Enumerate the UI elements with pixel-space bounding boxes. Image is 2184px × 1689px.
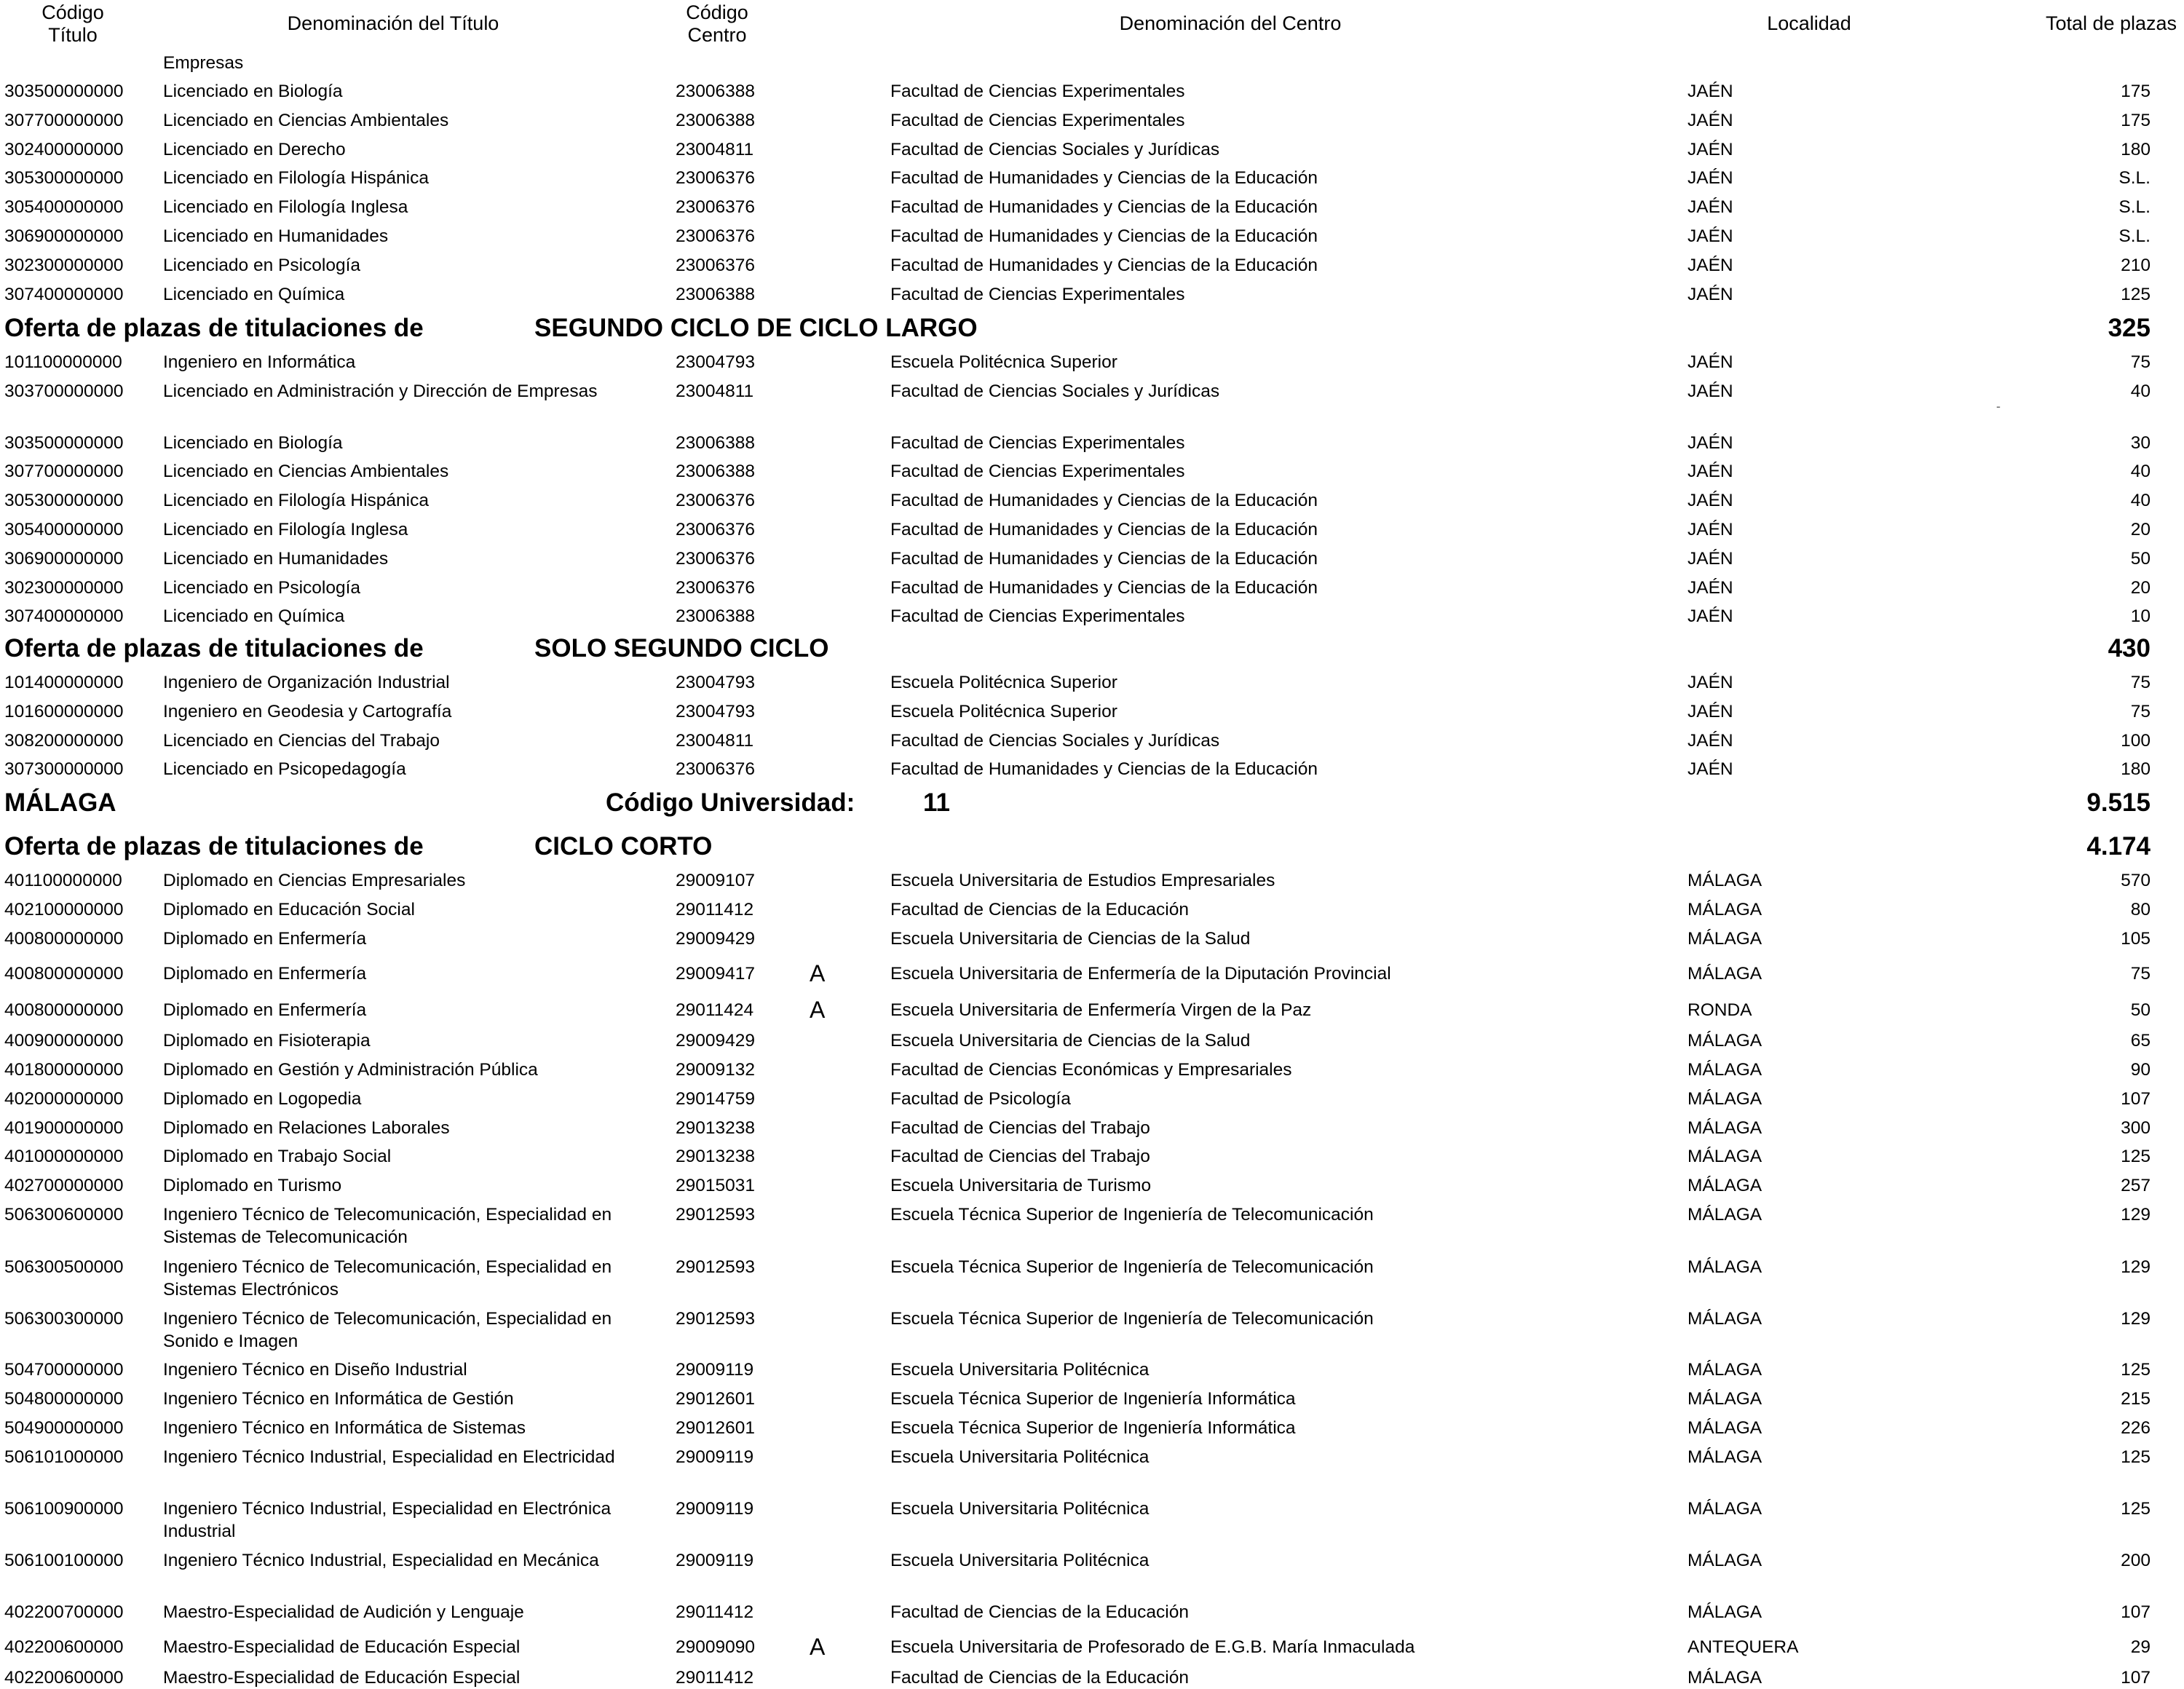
total-plazas-cell: 570 bbox=[2121, 871, 2151, 890]
denominacion-titulo-cell: Diplomado en Enfermería bbox=[163, 964, 367, 984]
codigo-titulo-cell: 101100000000 bbox=[4, 352, 122, 372]
codigo-titulo-cell: 305300000000 bbox=[4, 491, 124, 510]
codigo-centro-cell: 29012593 bbox=[676, 1309, 756, 1329]
localidad-cell: JAÉN bbox=[1688, 168, 1733, 188]
total-plazas-cell: 75 bbox=[2130, 673, 2151, 692]
localidad-cell: JAÉN bbox=[1688, 702, 1733, 721]
total-plazas-cell: 50 bbox=[2130, 549, 2151, 569]
codigo-titulo-cell: 307300000000 bbox=[4, 759, 124, 779]
nota-cell: A bbox=[810, 997, 826, 1023]
total-plazas-cell: 100 bbox=[2121, 731, 2151, 751]
codigo-titulo-cell: 402200700000 bbox=[4, 1602, 124, 1622]
localidad-cell: JAÉN bbox=[1688, 673, 1733, 692]
total-plazas-cell: 75 bbox=[2130, 352, 2151, 372]
denominacion-centro-cell: Facultad de Humanidades y Ciencias de la Educación bbox=[890, 520, 1318, 539]
denominacion-titulo-cell: Maestro-Especialidad de Educación Especial bbox=[163, 1668, 521, 1688]
denominacion-centro-cell: Facultad de Ciencias de la Educación bbox=[890, 1602, 1189, 1622]
denominacion-centro-cell: Facultad de Psicología bbox=[890, 1089, 1071, 1109]
denominacion-titulo-cell: Ingeniero Técnico Industrial, Especialidad en Electrónica Industrial bbox=[163, 1499, 612, 1541]
codigo-titulo-cell: 307400000000 bbox=[4, 606, 124, 626]
denominacion-titulo-cell: Ingeniero en Geodesia y Cartografía bbox=[163, 702, 452, 721]
header-localidad: Localidad bbox=[1767, 12, 1851, 34]
denominacion-centro-cell: Facultad de Ciencias Experimentales bbox=[890, 433, 1185, 453]
denominacion-titulo-cell: Ingeniero Técnico Industrial, Especialidad en Electricidad bbox=[163, 1447, 615, 1467]
denominacion-centro-cell: Facultad de Ciencias Sociales y Jurídicas bbox=[890, 731, 1220, 751]
denominacion-centro-cell: Escuela Universitaria de Estudios Empresariales bbox=[890, 871, 1275, 890]
denominacion-titulo-cell: Licenciado en Ciencias Ambientales bbox=[163, 462, 449, 481]
denominacion-centro-cell: Escuela Politécnica Superior bbox=[890, 702, 1117, 721]
localidad-cell: MÁLAGA bbox=[1688, 900, 1762, 919]
nota-cell: A bbox=[810, 1634, 826, 1660]
total-plazas-cell: 90 bbox=[2130, 1060, 2151, 1080]
total-plazas-cell: 175 bbox=[2121, 82, 2151, 101]
codigo-centro-cell: 23006388 bbox=[676, 606, 756, 626]
localidad-cell: MÁLAGA bbox=[1688, 1089, 1762, 1109]
localidad-cell: MÁLAGA bbox=[1688, 1257, 1762, 1277]
codigo-titulo-cell: 506101000000 bbox=[4, 1447, 124, 1467]
total-plazas-cell: 20 bbox=[2130, 578, 2151, 598]
denominacion-centro-cell: Facultad de Ciencias Experimentales bbox=[890, 462, 1185, 481]
denominacion-centro-cell: Facultad de Ciencias Experimentales bbox=[890, 606, 1185, 626]
codigo-centro-cell: 23004793 bbox=[676, 702, 756, 721]
denominacion-centro-cell: Facultad de Humanidades y Ciencias de la Educación bbox=[890, 226, 1318, 246]
total-plazas-cell: 10 bbox=[2130, 606, 2151, 626]
university-code-label: Código Universidad: bbox=[606, 788, 855, 817]
table-header bbox=[0, 0, 2184, 52]
localidad-cell: MÁLAGA bbox=[1688, 1031, 1762, 1051]
localidad-cell: MÁLAGA bbox=[1688, 1360, 1762, 1380]
localidad-cell: JAÉN bbox=[1688, 352, 1733, 372]
codigo-centro-cell: 29012593 bbox=[676, 1205, 756, 1225]
localidad-cell: MÁLAGA bbox=[1688, 1060, 1762, 1080]
localidad-cell: JAÉN bbox=[1688, 759, 1733, 779]
denominacion-titulo-cell: Licenciado en Filología Hispánica bbox=[163, 168, 429, 188]
header-denominacion-centro: Denominación del Centro bbox=[1119, 12, 1342, 34]
denominacion-centro-cell: Escuela Técnica Superior de Ingeniería Informática bbox=[890, 1389, 1296, 1409]
total-plazas-cell: 226 bbox=[2121, 1418, 2151, 1438]
codigo-centro-cell: 29009107 bbox=[676, 871, 756, 890]
codigo-centro-cell: 29009132 bbox=[676, 1060, 756, 1080]
denominacion-titulo-cell: Licenciado en Humanidades bbox=[163, 549, 389, 569]
localidad-cell: JAÉN bbox=[1688, 433, 1733, 453]
header-codigo-centro: Código Centro bbox=[686, 1, 748, 46]
codigo-titulo-cell: 302300000000 bbox=[4, 256, 124, 275]
denominacion-centro-cell: Escuela Universitaria de Ciencias de la Salud bbox=[890, 929, 1251, 949]
codigo-centro-cell: 29009429 bbox=[676, 929, 756, 949]
denominacion-titulo-cell: Diplomado en Logopedia bbox=[163, 1089, 362, 1109]
codigo-titulo-cell: 504800000000 bbox=[4, 1389, 124, 1409]
codigo-centro-cell: 29009119 bbox=[676, 1551, 754, 1570]
codigo-centro-cell: 23006376 bbox=[676, 491, 756, 510]
university-code: 11 bbox=[923, 788, 950, 817]
total-plazas-cell: 300 bbox=[2121, 1118, 2151, 1138]
localidad-cell: MÁLAGA bbox=[1688, 1602, 1762, 1622]
localidad-cell: MÁLAGA bbox=[1688, 964, 1762, 984]
codigo-centro-cell: 29013238 bbox=[676, 1147, 756, 1166]
codigo-centro-cell: 29011424 bbox=[676, 1000, 754, 1020]
denominacion-titulo-cell: Ingeniero Técnico en Diseño Industrial bbox=[163, 1360, 467, 1380]
codigo-titulo-cell: 302400000000 bbox=[4, 140, 124, 159]
total-plazas-cell: 180 bbox=[2121, 140, 2151, 159]
codigo-centro-cell: 29011412 bbox=[676, 1602, 754, 1622]
codigo-titulo-cell: 307700000000 bbox=[4, 462, 124, 481]
codigo-titulo-cell: 307700000000 bbox=[4, 111, 124, 130]
denominacion-centro-cell: Facultad de Ciencias del Trabajo bbox=[890, 1118, 1150, 1138]
denominacion-centro-cell: Escuela Politécnica Superior bbox=[890, 352, 1117, 372]
codigo-centro-cell: 23006388 bbox=[676, 462, 756, 481]
codigo-titulo-cell: 101400000000 bbox=[4, 673, 124, 692]
localidad-cell: MÁLAGA bbox=[1688, 1668, 1762, 1688]
total-plazas-cell: 75 bbox=[2130, 964, 2151, 984]
localidad-cell: MÁLAGA bbox=[1688, 1499, 1762, 1519]
codigo-titulo-cell: 506300600000 bbox=[4, 1205, 124, 1225]
denominacion-titulo-cell: Licenciado en Psicología bbox=[163, 578, 361, 598]
codigo-titulo-cell: 401000000000 bbox=[4, 1147, 124, 1166]
localidad-cell: MÁLAGA bbox=[1688, 1551, 1762, 1570]
total-plazas-cell: 20 bbox=[2130, 520, 2151, 539]
denominacion-centro-cell: Escuela Técnica Superior de Ingeniería de Telecomunicación bbox=[890, 1257, 1374, 1277]
denominacion-titulo-cell: Diplomado en Enfermería bbox=[163, 929, 367, 949]
denominacion-titulo-cell: Diplomado en Relaciones Laborales bbox=[163, 1118, 450, 1138]
total-plazas-cell: 29 bbox=[2130, 1637, 2151, 1657]
denominacion-centro-cell: Escuela Politécnica Superior bbox=[890, 673, 1117, 692]
codigo-titulo-cell: 402200600000 bbox=[4, 1637, 124, 1657]
localidad-cell: JAÉN bbox=[1688, 549, 1733, 569]
codigo-centro-cell: 29009090 bbox=[676, 1637, 756, 1657]
denominacion-titulo-cell: Diplomado en Gestión y Administración Pública bbox=[163, 1060, 538, 1080]
denominacion-centro-cell: Escuela Universitaria de Profesorado de E.G.B. María Inmaculada bbox=[890, 1637, 1415, 1657]
codigo-titulo-cell: 506300500000 bbox=[4, 1257, 124, 1277]
denominacion-titulo-cell: Licenciado en Filología Hispánica bbox=[163, 491, 429, 510]
codigo-titulo-cell: 305400000000 bbox=[4, 520, 124, 539]
codigo-titulo-cell: 504900000000 bbox=[4, 1418, 124, 1438]
denominacion-titulo-cell: Licenciado en Ciencias del Trabajo bbox=[163, 731, 440, 751]
codigo-centro-cell: 23006376 bbox=[676, 520, 756, 539]
total-plazas-cell: 175 bbox=[2121, 111, 2151, 130]
total-plazas-cell: 125 bbox=[2121, 1499, 2151, 1519]
codigo-centro-cell: 23006388 bbox=[676, 285, 756, 304]
section-label: Oferta de plazas de titulaciones de bbox=[4, 634, 424, 662]
codigo-titulo-cell: 305400000000 bbox=[4, 197, 124, 217]
total-plazas-cell: 107 bbox=[2121, 1668, 2151, 1688]
codigo-centro-cell: 23006388 bbox=[676, 82, 756, 101]
codigo-centro-cell: 23006376 bbox=[676, 197, 756, 217]
total-plazas-cell: 180 bbox=[2121, 759, 2151, 779]
denominacion-centro-cell: Escuela Universitaria Politécnica bbox=[890, 1551, 1150, 1570]
codigo-centro-cell: 29013238 bbox=[676, 1118, 756, 1138]
denominacion-titulo-cell: Ingeniero Técnico en Informática de Gestión bbox=[163, 1389, 514, 1409]
localidad-cell: JAÉN bbox=[1688, 82, 1733, 101]
codigo-titulo-cell: 402200600000 bbox=[4, 1668, 124, 1688]
localidad-cell: JAÉN bbox=[1688, 606, 1733, 626]
denominacion-titulo-cell: Licenciado en Psicopedagogía bbox=[163, 759, 406, 779]
localidad-cell: MÁLAGA bbox=[1688, 871, 1762, 890]
localidad-cell: JAÉN bbox=[1688, 731, 1733, 751]
denominacion-titulo-cell: Diplomado en Educación Social bbox=[163, 900, 415, 919]
denominacion-centro-cell: Facultad de Ciencias de la Educación bbox=[890, 1668, 1189, 1688]
total-plazas-cell: 65 bbox=[2130, 1031, 2151, 1051]
denominacion-centro-cell: Facultad de Ciencias del Trabajo bbox=[890, 1147, 1150, 1166]
denominacion-centro-cell: Escuela Universitaria Politécnica bbox=[890, 1360, 1150, 1380]
denominacion-titulo-cell: Diplomado en Ciencias Empresariales bbox=[163, 871, 466, 890]
codigo-centro-cell: 29012593 bbox=[676, 1257, 756, 1277]
total-plazas-cell: 215 bbox=[2121, 1389, 2151, 1409]
localidad-cell: JAÉN bbox=[1688, 197, 1733, 217]
total-plazas-cell: 210 bbox=[2121, 256, 2151, 275]
localidad-cell: ANTEQUERA bbox=[1688, 1637, 1799, 1657]
codigo-centro-cell: 23006376 bbox=[676, 256, 756, 275]
localidad-cell: JAÉN bbox=[1688, 520, 1733, 539]
codigo-centro-cell: 29014759 bbox=[676, 1089, 756, 1109]
denominacion-titulo-cell: Licenciado en Ciencias Ambientales bbox=[163, 111, 449, 130]
localidad-cell: MÁLAGA bbox=[1688, 1418, 1762, 1438]
denominacion-centro-cell: Facultad de Ciencias de la Educación bbox=[890, 900, 1189, 919]
denominacion-centro-cell: Facultad de Humanidades y Ciencias de la Educación bbox=[890, 578, 1318, 598]
codigo-titulo-cell: 303500000000 bbox=[4, 433, 124, 453]
denominacion-centro-cell: Facultad de Humanidades y Ciencias de la Educación bbox=[890, 256, 1318, 275]
denominacion-titulo-cell: Maestro-Especialidad de Audición y Lenguaje bbox=[163, 1602, 524, 1622]
localidad-cell: JAÉN bbox=[1688, 462, 1733, 481]
codigo-titulo-cell: 400900000000 bbox=[4, 1031, 124, 1051]
codigo-centro-cell: 23004811 bbox=[676, 140, 754, 159]
denominacion-titulo-cell: Maestro-Especialidad de Educación Especial bbox=[163, 1637, 521, 1657]
total-plazas-cell: 50 bbox=[2130, 1000, 2151, 1020]
codigo-titulo-cell: 306900000000 bbox=[4, 549, 124, 569]
denominacion-centro-cell: Escuela Técnica Superior de Ingeniería de Telecomunicación bbox=[890, 1309, 1374, 1329]
codigo-centro-cell: 29009429 bbox=[676, 1031, 756, 1051]
localidad-cell: MÁLAGA bbox=[1688, 929, 1762, 949]
denominacion-centro-cell: Facultad de Humanidades y Ciencias de la Educación bbox=[890, 168, 1318, 188]
total-plazas-cell: S.L. bbox=[2118, 197, 2151, 217]
localidad-cell: JAÉN bbox=[1688, 226, 1733, 246]
total-plazas-cell: 75 bbox=[2130, 702, 2151, 721]
denominacion-titulo-cell: Licenciado en Psicología bbox=[163, 256, 361, 275]
university-total: 9.515 bbox=[2086, 788, 2151, 817]
section-label: Oferta de plazas de titulaciones de bbox=[4, 314, 424, 342]
denominacion-titulo-cell: Diplomado en Enfermería bbox=[163, 1000, 367, 1020]
codigo-titulo-cell: 506100900000 bbox=[4, 1499, 124, 1519]
localidad-cell: JAÉN bbox=[1688, 578, 1733, 598]
codigo-titulo-cell: 506300300000 bbox=[4, 1309, 124, 1329]
denominacion-titulo-cell: Licenciado en Derecho bbox=[163, 140, 346, 159]
total-plazas-cell: 40 bbox=[2130, 491, 2151, 510]
denominacion-titulo-cell: Ingeniero Técnico de Telecomunicación, Especialidad en Sonido e Imagen bbox=[163, 1309, 612, 1351]
denominacion-titulo-cell: Ingeniero Técnico de Telecomunicación, Especialidad en Sistemas de Telecomunicación bbox=[163, 1205, 612, 1247]
total-plazas-cell: 125 bbox=[2121, 285, 2151, 304]
denominacion-titulo-cell: Licenciado en Química bbox=[163, 285, 345, 304]
denominacion-titulo-cell: Licenciado en Administración y Dirección de Empresas bbox=[163, 381, 598, 401]
denominacion-titulo-cell: Diplomado en Trabajo Social bbox=[163, 1147, 392, 1166]
denominacion-centro-cell: Facultad de Humanidades y Ciencias de la Educación bbox=[890, 197, 1318, 217]
codigo-centro-cell: 23004793 bbox=[676, 673, 756, 692]
localidad-cell: JAÉN bbox=[1688, 140, 1733, 159]
section-name: SOLO SEGUNDO CICLO bbox=[534, 634, 829, 662]
codigo-centro-cell: 23006376 bbox=[676, 759, 756, 779]
denominacion-titulo-cell: Licenciado en Biología bbox=[163, 433, 343, 453]
codigo-titulo-cell: 306900000000 bbox=[4, 226, 124, 246]
codigo-titulo-cell: 400800000000 bbox=[4, 964, 124, 984]
codigo-centro-cell: 23006376 bbox=[676, 168, 756, 188]
codigo-centro-cell: 23006388 bbox=[676, 433, 756, 453]
localidad-cell: JAÉN bbox=[1688, 256, 1733, 275]
codigo-titulo-cell: 401800000000 bbox=[4, 1060, 124, 1080]
denominacion-titulo-cell: Diplomado en Fisioterapia bbox=[163, 1031, 371, 1051]
codigo-centro-cell: 23004811 bbox=[676, 731, 754, 751]
codigo-centro-cell: 29009119 bbox=[676, 1447, 754, 1467]
section-label: Oferta de plazas de titulaciones de bbox=[4, 832, 424, 861]
section-total: 4.174 bbox=[2086, 832, 2151, 861]
total-plazas-cell: 200 bbox=[2121, 1551, 2151, 1570]
denominacion-centro-cell: Facultad de Humanidades y Ciencias de la Educación bbox=[890, 759, 1318, 779]
total-plazas-cell: 125 bbox=[2121, 1447, 2151, 1467]
denominacion-centro-cell: Escuela Técnica Superior de Ingeniería Informática bbox=[890, 1418, 1296, 1438]
codigo-centro-cell: 29012601 bbox=[676, 1389, 756, 1409]
codigo-centro-cell: 29009119 bbox=[676, 1360, 754, 1380]
localidad-cell: JAÉN bbox=[1688, 111, 1733, 130]
codigo-titulo-cell: 506100100000 bbox=[4, 1551, 124, 1570]
denominacion-centro-cell: Facultad de Ciencias Sociales y Jurídicas bbox=[890, 381, 1220, 401]
denominacion-titulo-cell: Ingeniero en Informática bbox=[163, 352, 356, 372]
localidad-cell: MÁLAGA bbox=[1688, 1118, 1762, 1138]
total-plazas-cell: S.L. bbox=[2118, 168, 2151, 188]
total-plazas-cell: 125 bbox=[2121, 1147, 2151, 1166]
denominacion-titulo-cell: Licenciado en Humanidades bbox=[163, 226, 389, 246]
localidad-cell: MÁLAGA bbox=[1688, 1205, 1762, 1225]
codigo-titulo-cell: 302300000000 bbox=[4, 578, 124, 598]
denominacion-titulo-cell: Licenciado en Química bbox=[163, 606, 345, 626]
codigo-titulo-cell: 400800000000 bbox=[4, 1000, 124, 1020]
localidad-cell: MÁLAGA bbox=[1688, 1389, 1762, 1409]
denominacion-centro-cell: Facultad de Ciencias Experimentales bbox=[890, 82, 1185, 101]
codigo-titulo-cell: 307400000000 bbox=[4, 285, 124, 304]
denominacion-titulo-cell: Licenciado en Biología bbox=[163, 82, 343, 101]
total-plazas-cell: 80 bbox=[2130, 900, 2151, 919]
total-plazas-cell: 129 bbox=[2121, 1257, 2151, 1277]
university-name: MÁLAGA bbox=[4, 788, 116, 817]
codigo-titulo-cell: 305300000000 bbox=[4, 168, 124, 188]
header-denominacion-titulo: Denominación del Título bbox=[287, 12, 499, 34]
denominacion-centro-cell: Escuela Técnica Superior de Ingeniería de Telecomunicación bbox=[890, 1205, 1374, 1225]
section-name: SEGUNDO CICLO DE CICLO LARGO bbox=[534, 314, 978, 342]
codigo-centro-cell: 29012601 bbox=[676, 1418, 756, 1438]
stray-mark: - bbox=[1996, 399, 2001, 414]
total-plazas-cell: 30 bbox=[2130, 433, 2151, 453]
localidad-cell: MÁLAGA bbox=[1688, 1147, 1762, 1166]
total-plazas-cell: 107 bbox=[2121, 1089, 2151, 1109]
denominacion-centro-cell: Facultad de Humanidades y Ciencias de la Educación bbox=[890, 549, 1318, 569]
total-plazas-cell: 129 bbox=[2121, 1205, 2151, 1225]
total-plazas-cell: 40 bbox=[2130, 462, 2151, 481]
codigo-centro-cell: 23006376 bbox=[676, 549, 756, 569]
denominacion-centro-cell: Facultad de Ciencias Económicas y Empresariales bbox=[890, 1060, 1292, 1080]
localidad-cell: JAÉN bbox=[1688, 491, 1733, 510]
denominacion-titulo-cell: Licenciado en Filología Inglesa bbox=[163, 197, 408, 217]
codigo-titulo-cell: 303500000000 bbox=[4, 82, 124, 101]
codigo-centro-cell: 29011412 bbox=[676, 1668, 754, 1688]
codigo-titulo-cell: 101600000000 bbox=[4, 702, 124, 721]
denominacion-centro-cell: Facultad de Ciencias Experimentales bbox=[890, 285, 1185, 304]
total-plazas-cell: 129 bbox=[2121, 1309, 2151, 1329]
section-name: CICLO CORTO bbox=[534, 832, 713, 861]
codigo-centro-cell: 29015031 bbox=[676, 1176, 756, 1195]
codigo-centro-cell: 23006388 bbox=[676, 111, 756, 130]
total-plazas-cell: 40 bbox=[2130, 381, 2151, 401]
codigo-centro-cell: 23004811 bbox=[676, 381, 754, 401]
denominacion-titulo-cell: Empresas bbox=[163, 53, 244, 73]
localidad-cell: RONDA bbox=[1688, 1000, 1752, 1020]
denominacion-titulo-cell: Licenciado en Filología Inglesa bbox=[163, 520, 408, 539]
denominacion-titulo-cell: Ingeniero Técnico Industrial, Especialidad en Mecánica bbox=[163, 1551, 599, 1570]
denominacion-centro-cell: Escuela Universitaria Politécnica bbox=[890, 1499, 1150, 1519]
denominacion-titulo-cell: Ingeniero Técnico en Informática de Sistemas bbox=[163, 1418, 526, 1438]
nota-cell: A bbox=[810, 960, 826, 986]
denominacion-centro-cell: Escuela Universitaria de Enfermería de la Diputación Provincial bbox=[890, 964, 1391, 984]
codigo-centro-cell: 23004793 bbox=[676, 352, 756, 372]
codigo-titulo-cell: 504700000000 bbox=[4, 1360, 124, 1380]
localidad-cell: MÁLAGA bbox=[1688, 1176, 1762, 1195]
denominacion-centro-cell: Facultad de Ciencias Experimentales bbox=[890, 111, 1185, 130]
denominacion-titulo-cell: Ingeniero Técnico de Telecomunicación, Especialidad en Sistemas Electrónicos bbox=[163, 1257, 612, 1300]
total-plazas-cell: S.L. bbox=[2118, 226, 2151, 246]
denominacion-centro-cell: Facultad de Humanidades y Ciencias de la Educación bbox=[890, 491, 1318, 510]
localidad-cell: MÁLAGA bbox=[1688, 1309, 1762, 1329]
localidad-cell: MÁLAGA bbox=[1688, 1447, 1762, 1467]
denominacion-centro-cell: Escuela Universitaria Politécnica bbox=[890, 1447, 1150, 1467]
codigo-centro-cell: 29009119 bbox=[676, 1499, 754, 1519]
localidad-cell: JAÉN bbox=[1688, 381, 1733, 401]
total-plazas-cell: 105 bbox=[2121, 929, 2151, 949]
codigo-titulo-cell: 402700000000 bbox=[4, 1176, 124, 1195]
codigo-titulo-cell: 400800000000 bbox=[4, 929, 124, 949]
codigo-titulo-cell: 402000000000 bbox=[4, 1089, 124, 1109]
total-plazas-cell: 125 bbox=[2121, 1360, 2151, 1380]
codigo-titulo-cell: 402100000000 bbox=[4, 900, 124, 919]
section-total: 325 bbox=[2108, 314, 2151, 342]
localidad-cell: JAÉN bbox=[1688, 285, 1733, 304]
codigo-centro-cell: 23006376 bbox=[676, 578, 756, 598]
codigo-titulo-cell: 308200000000 bbox=[4, 731, 124, 751]
denominacion-centro-cell: Escuela Universitaria de Ciencias de la Salud bbox=[890, 1031, 1251, 1051]
codigo-centro-cell: 29009417 bbox=[676, 964, 756, 984]
denominacion-centro-cell: Escuela Universitaria de Enfermería Virgen de la Paz bbox=[890, 1000, 1312, 1020]
header-codigo-titulo: Código Título bbox=[41, 1, 104, 46]
section-total: 430 bbox=[2108, 634, 2151, 662]
total-plazas-cell: 257 bbox=[2121, 1176, 2151, 1195]
denominacion-centro-cell: Facultad de Ciencias Sociales y Jurídicas bbox=[890, 140, 1220, 159]
denominacion-titulo-cell: Ingeniero de Organización Industrial bbox=[163, 673, 450, 692]
codigo-titulo-cell: 401100000000 bbox=[4, 871, 122, 890]
total-plazas-cell: 107 bbox=[2121, 1602, 2151, 1622]
header-total-plazas: Total de plazas bbox=[2045, 12, 2177, 34]
denominacion-centro-cell: Escuela Universitaria de Turismo bbox=[890, 1176, 1152, 1195]
codigo-titulo-cell: 401900000000 bbox=[4, 1118, 124, 1138]
denominacion-titulo-cell: Diplomado en Turismo bbox=[163, 1176, 342, 1195]
codigo-centro-cell: 23006376 bbox=[676, 226, 756, 246]
codigo-centro-cell: 29011412 bbox=[676, 900, 754, 919]
codigo-titulo-cell: 303700000000 bbox=[4, 381, 124, 401]
